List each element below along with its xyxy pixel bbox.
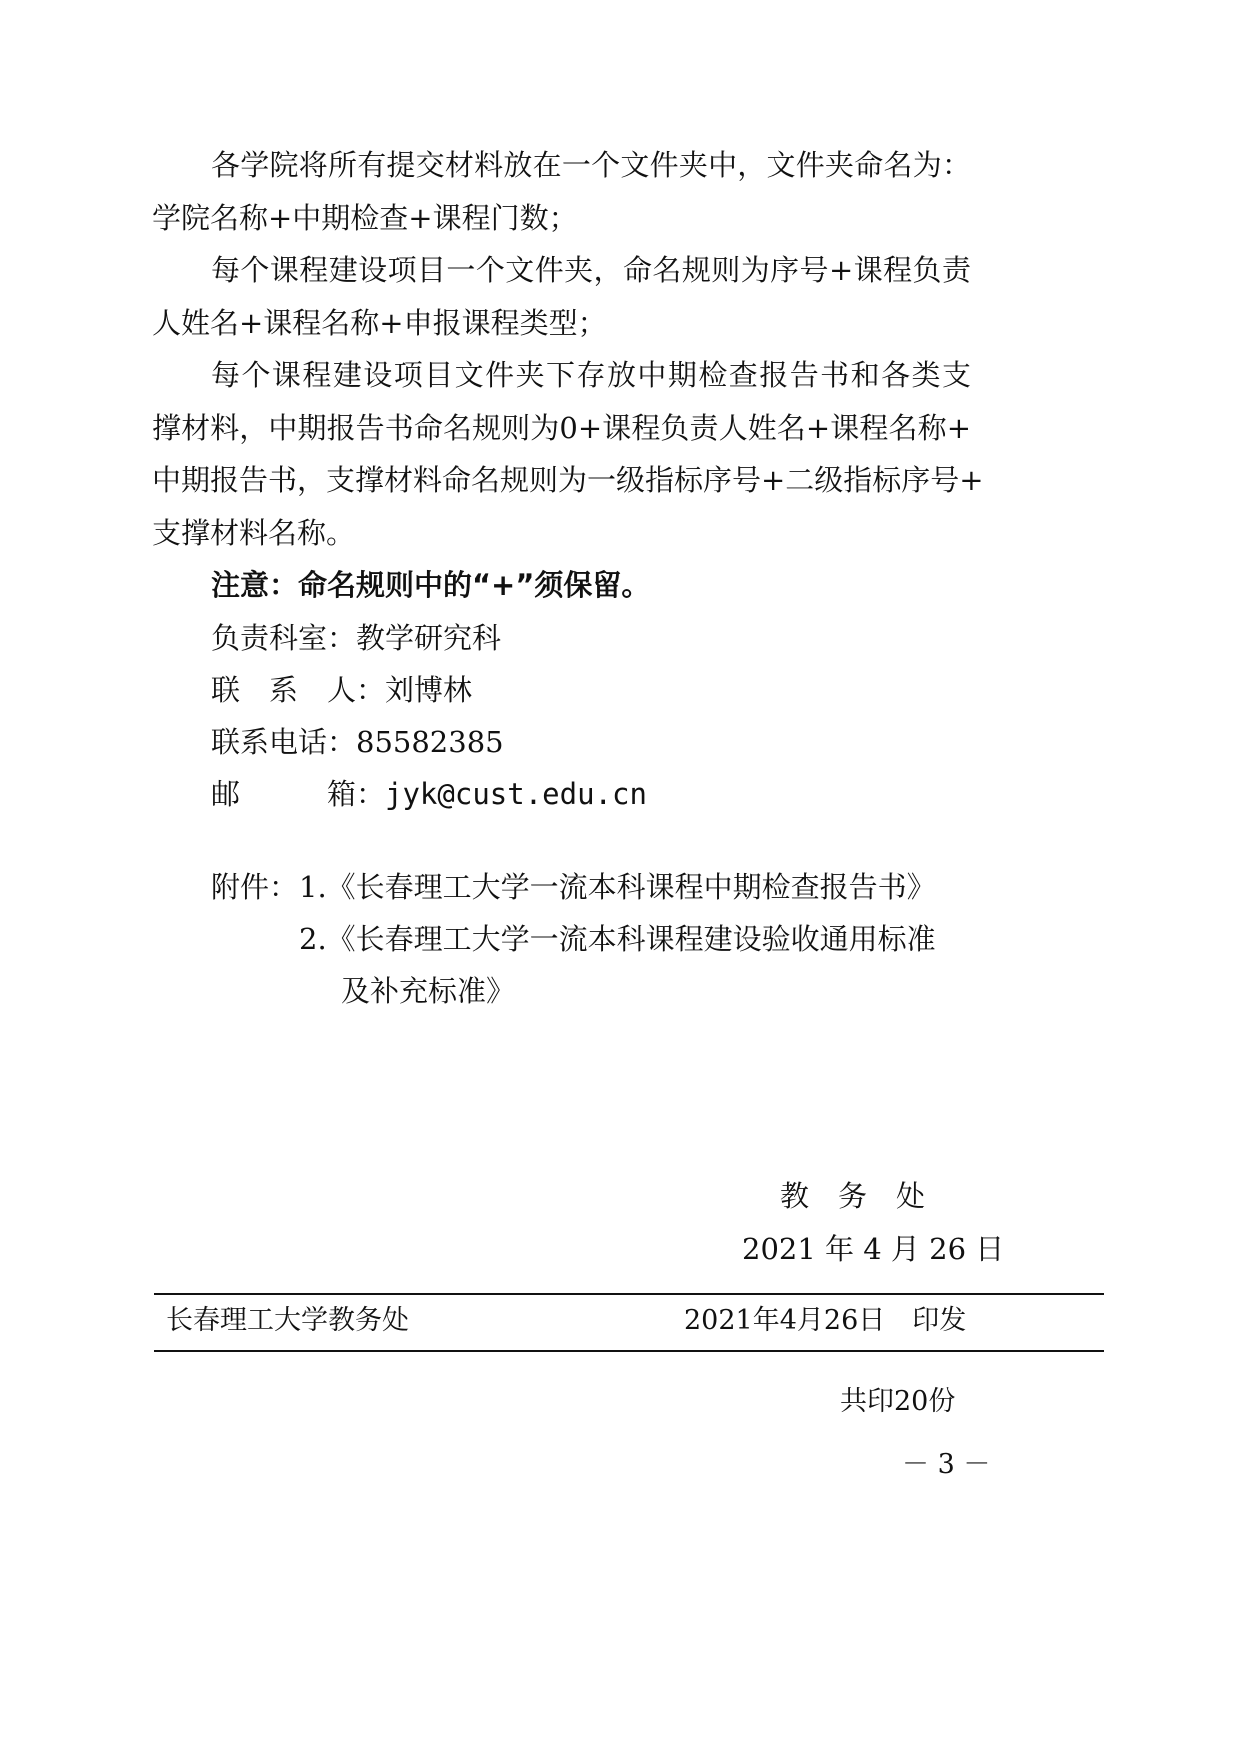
paragraph-1-line-1: 各学院将所有提交材料放在一个文件夹中，文件夹命名为： xyxy=(211,148,971,182)
attachments-label: 附件： xyxy=(211,870,299,904)
footer-copies: 共印20份 xyxy=(840,1386,956,1417)
naming-rule-note: 注意：命名规则中的“+”须保留。 xyxy=(211,568,651,602)
attachment-item-2-line-1: 2.《长春理工大学一流本科课程建设验收通用标准 xyxy=(299,922,936,956)
contact-email: jyk@cust.edu.cn xyxy=(385,777,647,811)
footer-top-rule xyxy=(154,1293,1104,1295)
footer-bottom-rule xyxy=(154,1350,1104,1352)
paragraph-3-line-3: 中期报告书，支撑材料命名规则为一级指标序号+二级指标序号+ xyxy=(152,463,984,497)
signature-org: 教 务 处 xyxy=(780,1179,926,1213)
contact-email-label: 邮 箱： xyxy=(211,777,386,811)
contact-person: 联 系 人：刘博林 xyxy=(211,673,473,707)
contact-phone: 联系电话：85582385 xyxy=(211,725,504,759)
paragraph-3-line-1: 每个课程建设项目文件夹下存放中期检查报告书和各类支 xyxy=(211,358,971,392)
footer-issue-date: 2021年4月26日 印发 xyxy=(684,1305,967,1336)
attachment-item-2-line-2: 及补充标准》 xyxy=(341,974,516,1008)
contact-email-row xyxy=(211,777,647,811)
signature-date: 2021 年 4 月 26 日 xyxy=(742,1232,1005,1266)
paragraph-1-line-2: 学院名称+中期检查+课程门数； xyxy=(152,201,578,235)
footer-issuer: 长春理工大学教务处 xyxy=(166,1305,409,1336)
page-number: － 3 － xyxy=(902,1449,991,1480)
paragraph-2-line-2: 人姓名+课程名称+申报课程类型； xyxy=(152,306,607,340)
contact-office: 负责科室：教学研究科 xyxy=(211,621,502,655)
paragraph-3-line-2: 撑材料，中期报告书命名规则为0+课程负责人姓名+课程名称+ xyxy=(152,411,971,445)
paragraph-2-line-1: 每个课程建设项目一个文件夹，命名规则为序号+课程负责 xyxy=(211,253,971,287)
paragraph-3-line-4: 支撑材料名称。 xyxy=(152,516,356,550)
attachment-item-1: 1.《长春理工大学一流本科课程中期检查报告书》 xyxy=(299,870,936,904)
